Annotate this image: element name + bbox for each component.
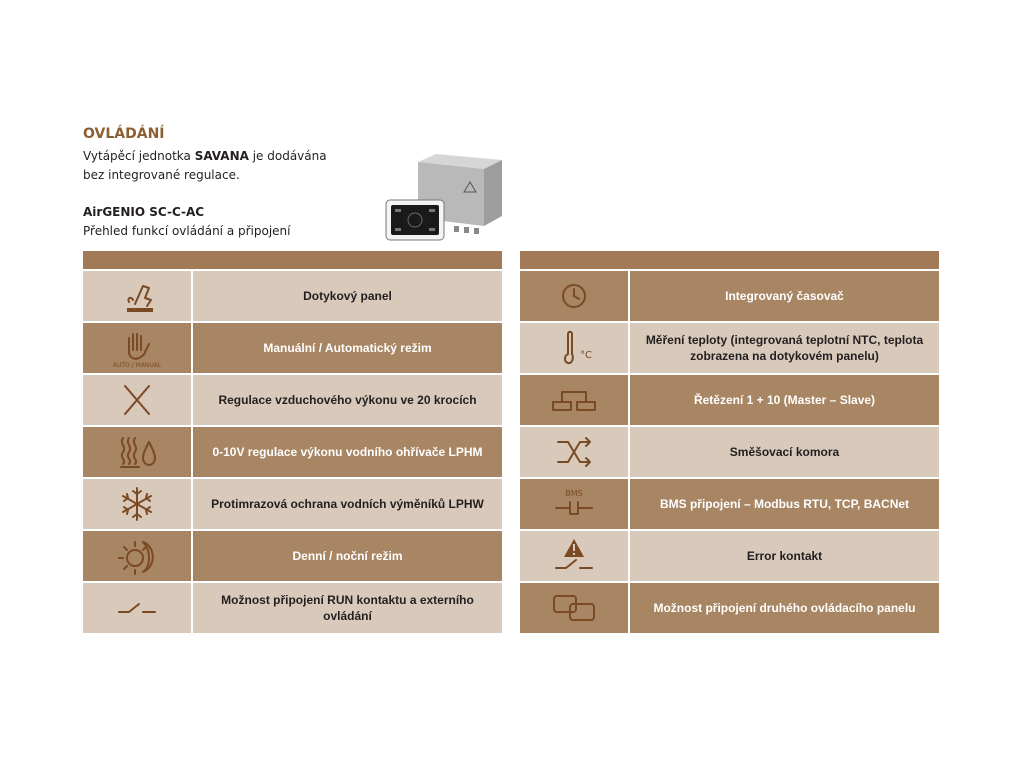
crossing-arrows-icon [113, 380, 161, 420]
feature-label: BMS připojení – Modbus RTU, TCP, BACNet [630, 479, 939, 529]
intro-prefix: Vytápěcí jednotka [83, 149, 195, 163]
table-row [520, 375, 939, 427]
feature-label: Směšovací komora [630, 427, 939, 477]
icon-text-celsius: °C [580, 350, 592, 361]
table-row [83, 271, 502, 323]
model-subtitle: Přehled funkcí ovládání a připojení [83, 224, 291, 238]
left-feature-table [83, 251, 502, 635]
feature-label: Denní / noční režim [193, 531, 502, 581]
table-row [83, 375, 502, 427]
table-row [520, 323, 939, 375]
table-row [83, 583, 502, 635]
sun-moon-icon [113, 536, 161, 576]
right-feature-table [520, 251, 939, 635]
feature-label: Protimrazová ochrana vodních výměníků LPHW [193, 479, 502, 529]
table-row [83, 323, 502, 375]
icon-text-auto-manual: AUTO / MANUAL [113, 362, 161, 368]
touch-hand-icon [113, 276, 161, 316]
table-row [83, 531, 502, 583]
table-row [520, 531, 939, 583]
two-panels-icon [550, 588, 598, 628]
thermometer-icon [550, 328, 598, 368]
clock-icon [550, 276, 598, 316]
table-row [520, 479, 939, 531]
table-row [83, 479, 502, 531]
table-row [520, 583, 939, 635]
intro-text [83, 147, 383, 185]
feature-label: Možnost připojení RUN kontaktu a externího ovládání [193, 583, 502, 633]
model-name: AirGENIO SC-C-AC [83, 205, 205, 219]
feature-label: Manuální / Automatický režim [193, 323, 502, 373]
intro-suffix: je dodávána [248, 149, 327, 163]
heat-water-drop-icon [113, 432, 161, 472]
feature-label: Měření teploty (integrovaná teplotní NTC, teplota zobrazena na dotykovém panelu) [630, 323, 939, 373]
hand-auto-manual-icon [113, 328, 161, 368]
table-header-bar [520, 251, 939, 271]
mixing-arrows-icon [550, 432, 598, 472]
warning-contact-icon [550, 536, 598, 576]
feature-label: 0-10V regulace výkonu vodního ohřívače LPHM [193, 427, 502, 477]
table-row [520, 271, 939, 323]
feature-label: Dotykový panel [193, 271, 502, 321]
feature-label: Možnost připojení druhého ovládacího panelu [630, 583, 939, 633]
feature-label: Error kontakt [630, 531, 939, 581]
intro-line2: bez integrované regulace. [83, 168, 240, 182]
brand-name: SAVANA [194, 149, 249, 163]
icon-text-bms: BMS [565, 489, 583, 498]
switch-contact-icon [113, 588, 161, 628]
control-unit-image [384, 152, 510, 242]
section-heading: OVLÁDÁNÍ [83, 126, 165, 142]
table-row [520, 427, 939, 479]
table-header-bar [83, 251, 502, 271]
feature-label: Integrovaný časovač [630, 271, 939, 321]
table-row [83, 427, 502, 479]
feature-label: Řetězení 1 + 10 (Master – Slave) [630, 375, 939, 425]
feature-label: Regulace vzduchového výkonu ve 20 krocích [193, 375, 502, 425]
snowflake-icon [113, 484, 161, 524]
bms-connector-icon [550, 484, 598, 524]
chain-blocks-icon [550, 380, 598, 420]
